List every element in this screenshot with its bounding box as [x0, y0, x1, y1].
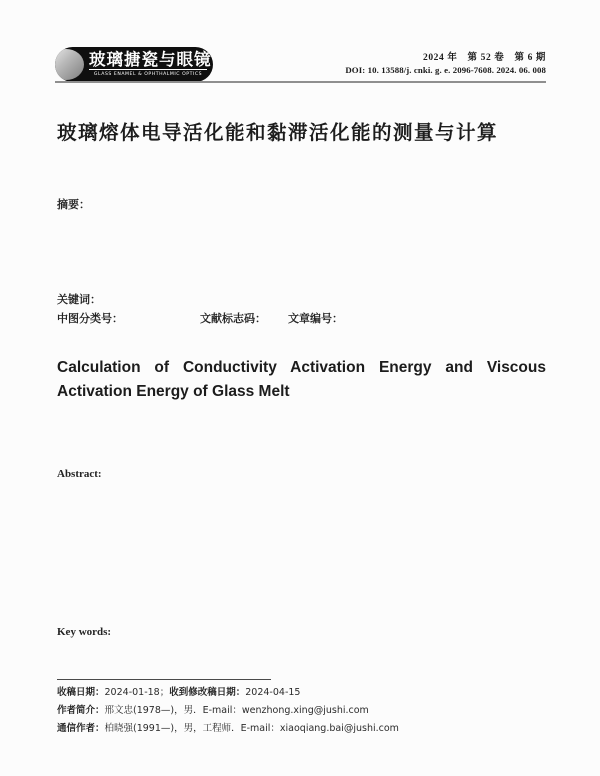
article-number-label: 文章编号： [288, 312, 343, 325]
keywords-label-zh: 关键词： [57, 293, 101, 306]
issue-info [345, 52, 546, 76]
journal-name-zh: 玻璃搪瓷与眼镜 [89, 50, 212, 69]
footnote-divider [57, 679, 271, 680]
author-bio-value: 邢文忠(1978—)，男．E-mail：wenzhong.xing@jushi.com [104, 705, 369, 717]
received-date-label: 收稿日期： [57, 687, 105, 698]
article-title-en [57, 356, 546, 403]
article-title-en-line2: Activation Energy of Glass Melt [57, 382, 290, 400]
journal-logo [55, 47, 213, 82]
abstract-label-en: Abstract: [57, 468, 102, 480]
classification-row [57, 310, 546, 324]
received-date-value: 2024-01-18； [104, 687, 170, 698]
clc-number-label: 中图分类号： [57, 312, 123, 325]
article-title-zh: 玻璃熔体电导活化能和黏滞活化能的测量与计算 [57, 121, 499, 145]
revised-date-value: 2024-04-15 [245, 687, 301, 698]
issue-volume-line: 2024 年 第 52 卷 第 6 期 [422, 53, 546, 63]
document-code-label: 文献标志码： [200, 312, 266, 325]
author-bio-label: 作者简介： [57, 705, 105, 717]
author-bio-line [57, 702, 546, 720]
header-divider [55, 81, 546, 83]
corresponding-author-value: 柏晓强(1991—)，男，工程师．E-mail：xiaoqiang.bai@jushi.com [104, 723, 399, 735]
article-title-en-line1: Calculation of Conductivity Activation Energy and Viscous [57, 359, 546, 376]
journal-name-en: GLASS ENAMEL & OPHTHALMIC OPTICS [89, 69, 207, 78]
corresponding-author-line [57, 720, 546, 738]
keywords-label-en: Key words: [57, 626, 112, 638]
revised-date-label: 收到修改稿日期： [169, 687, 246, 698]
received-dates-line [57, 684, 546, 702]
logo-ellipse-icon [55, 49, 84, 80]
doi-line: DOI: 10. 13588/j. cnki. g. e. 2096-7608. 2024. 06. 008 [345, 65, 546, 75]
footnote-block [57, 684, 546, 739]
abstract-label-zh: 摘要： [57, 198, 90, 211]
corresponding-author-label: 通信作者： [57, 723, 105, 735]
